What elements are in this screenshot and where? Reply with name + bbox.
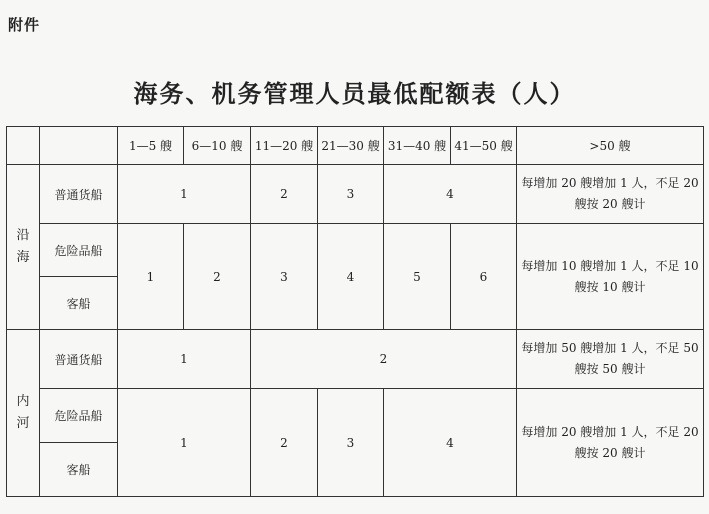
- quota-value: 3: [251, 224, 318, 330]
- table-row: [7, 224, 704, 277]
- quota-value: 1: [118, 389, 251, 497]
- region-label-char: 内: [16, 394, 30, 409]
- region-label-char: 海: [16, 250, 30, 265]
- column-header: >50 艘: [517, 127, 704, 165]
- attachment-label: 附件: [8, 16, 41, 34]
- quota-value: 3: [318, 165, 384, 224]
- ship-type-label: 危险品船: [40, 224, 118, 277]
- table-row: [7, 165, 704, 224]
- quota-value: 2: [251, 165, 318, 224]
- quota-value: 1: [118, 330, 251, 389]
- quota-value: 1: [118, 165, 251, 224]
- quota-value: 2: [251, 389, 318, 497]
- table-row: [7, 330, 704, 389]
- quota-value: 2: [251, 330, 517, 389]
- region-label-char: 河: [16, 416, 30, 431]
- corner-cell: [7, 127, 40, 165]
- quota-value: 2: [184, 224, 251, 330]
- table-row: [7, 389, 704, 443]
- page-title: 海务、机务管理人员最低配额表（人）: [133, 79, 576, 108]
- quota-value: 5: [384, 224, 451, 330]
- quota-value: 4: [318, 224, 384, 330]
- increment-rule: 每增加 10 艘增加 1 人，不足 10 艘按 10 艘计: [517, 224, 704, 330]
- column-header: 11—20 艘: [251, 127, 318, 165]
- quota-value: 6: [451, 224, 517, 330]
- ship-type-label: 普通货船: [40, 165, 118, 224]
- column-header: 6—10 艘: [184, 127, 251, 165]
- quota-value: 3: [318, 389, 384, 497]
- column-header: 41—50 艘: [451, 127, 517, 165]
- ship-type-label: 危险品船: [40, 389, 118, 443]
- region-label-coastal: [7, 165, 40, 330]
- region-label-inland: [7, 330, 40, 497]
- quota-value: 1: [118, 224, 184, 330]
- quota-value: 4: [384, 389, 517, 497]
- corner-cell: [40, 127, 118, 165]
- increment-rule: 每增加 20 艘增加 1 人，不足 20 艘按 20 艘计: [517, 389, 704, 497]
- ship-type-label: 客船: [40, 443, 118, 497]
- increment-rule: 每增加 20 艘增加 1 人，不足 20 艘按 20 艘计: [517, 165, 704, 224]
- region-label-char: 沿: [16, 228, 30, 243]
- ship-type-label: 客船: [40, 277, 118, 330]
- column-header: 21—30 艘: [318, 127, 384, 165]
- increment-rule: 每增加 50 艘增加 1 人，不足 50 艘按 50 艘计: [517, 330, 704, 389]
- column-header: 31—40 艘: [384, 127, 451, 165]
- ship-type-label: 普通货船: [40, 330, 118, 389]
- header-row: [7, 127, 704, 165]
- staffing-quota-table: [6, 126, 704, 497]
- quota-value: 4: [384, 165, 517, 224]
- column-header: 1—5 艘: [118, 127, 184, 165]
